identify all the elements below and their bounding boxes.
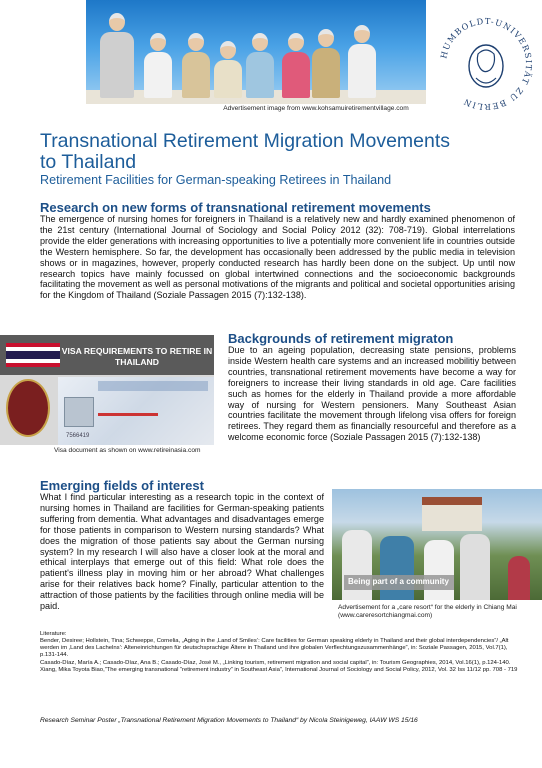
person-figure [460, 534, 490, 600]
visa-banner: VISA REQUIREMENTS TO RETIRE IN THAILAND [0, 335, 214, 375]
visa-caption: Visa document as shown on www.retireinasia.com [54, 447, 201, 454]
thai-flag-icon [6, 343, 60, 369]
poster-footer: Research Seminar Poster „Transnational Retirement Migration Movements to Thailand“ by Nicola Steinigeweg, IAAW WS 15/16 [40, 717, 418, 724]
person-figure [380, 536, 414, 600]
advertisement-caption: Advertisement image from www.kohsamuiretirementvillage.com [223, 105, 409, 112]
visa-doc-number: 7566419 [66, 433, 90, 439]
literature-entry: Casado-Díaz, María A.; Casado-Díaz, Ana B.; Casado-Díaz, José M., „Linking tourism, retirement migration and social capital“, in: Tourism Geographies, 2014, Vol.16(1), p.124-140. [40, 659, 511, 666]
person-figure [424, 540, 454, 600]
poster-title-line1: Transnational Retirement Migration Movements [40, 130, 451, 152]
person-figure [282, 33, 310, 98]
person-figure [144, 33, 172, 98]
passport-photo [64, 397, 94, 427]
emerging-text: What I find particular interesting as a research topic in the context of nursing homes in Thailand are facilities for German-speaking patients suffering from dementia. What advantages and disadvantages emerge for those patients in comparison to Western nursing standards? What does the migration of those patients say about the German nursing system? In my research I will also have a closer look at the moral and ethical interplays that emerge out of this field: What role does the patient's illness play in moving him or her abroad? What challenges arise for their relatives back home? Finally, particular attention to the attraction of those patients by the facilities through online media will be paid. [40, 492, 324, 612]
background-text: Due to an ageing population, decreasing state pensions, problems inside Western health care systems and an increased mobilitiy between countries, transnational retirement movements have become a way for foreigners to increase their living standards in old age. Care facilities such as homes for the elderly in Thailand provide a more affordable way of nursing for Western pensioners. Many Southeast Asian countries facilitate the movement through lifelong visa offers for foreign retirees. They regard them as financially resourceful and therefore as a welcome economic force (Soziale Passagen 2015 (7):132-138) [228, 345, 516, 443]
literature-entry: Xiang, Mika Toyota Biao,“The emerging transnational “retirement industry” in Southeast Asia”, International Journal of Sociology and Social Policy, 2012, Vol. 32 Iss 11/12 pp. 708 - 719 [40, 666, 518, 673]
thai-emblem-icon [6, 379, 50, 437]
visa-document [58, 377, 214, 445]
svg-text:HUMBOLDT-UNIVERSITÄT ZU BERLIN [438, 16, 534, 112]
poster-title [40, 131, 510, 173]
seal-text: HUMBOLDT-UNIVERSITÄT ZU BERLIN [438, 15, 535, 113]
person-figure [312, 29, 340, 98]
background-heading: Backgrounds of retirement migraton [228, 331, 454, 346]
literature-list [40, 631, 518, 674]
poster-title-line2: to Thailand [40, 151, 137, 173]
research-text: The emergence of nursing homes for foreigners in Thailand is a relatively new and hardly examined phenomenon of the 21st century (International Journal of Sociology and Social Policy 2012 (32): 708-719). Global interrelations provide the elder generations with increasing opportunities to live a potentially more convenient life in countries outside the Western hemisphere. So far, the development has occasionally been addressed by the public media in television shows or in magazines, however, properly conducted research has hardly been done on the subject. Up until now research topics have mainly focussed on global intertwined connections and the socioeconomic backgrounds facilitating the movement as well as personal motivations of the migrants and political and societal opportunities arising for the Kingdom of Thailand (Soziale Passagen 2015 (7):132-138). [40, 214, 515, 301]
resort-building [422, 497, 482, 531]
person-figure [246, 33, 274, 98]
research-heading: Research on new forms of transnational retirement movements [40, 200, 431, 215]
community-tag: Being part of a community [344, 575, 454, 590]
visa-image [0, 335, 214, 445]
literature-label: Literature: [40, 631, 67, 637]
literature-entry: Bender, Desiree; Hollstein, Tina; Schweppe, Cornelia, „Aging in the ‚Land of Smiles‘: Care facilities for German speaking elderly in Thailand and their global interdependencies“/ „Alt werden im ‚Land des Lachelns‘: Alteneinrichtungen für deutschsprachige Ältere in Thailand und ihre globalen Verflechtungszusammenhänge“, in: Soziale Passagen, 2015, Vol.7(1), p.131-144. [40, 638, 509, 659]
emerging-heading: Emerging fields of interest [40, 478, 204, 493]
person-figure [182, 33, 210, 98]
person-figure [348, 25, 376, 98]
person-figure [100, 13, 134, 98]
person-figure [214, 41, 242, 98]
poster-subtitle: Retirement Facilities for German-speaking Retirees in Thailand [40, 173, 392, 187]
person-figure [508, 556, 530, 600]
university-seal-logo [436, 14, 536, 114]
advertisement-image [86, 0, 426, 104]
care-resort-caption: Advertisement for a „care resort“ for the elderly in Chiang Mai (www.careresortchiangmai.com) [338, 604, 517, 620]
